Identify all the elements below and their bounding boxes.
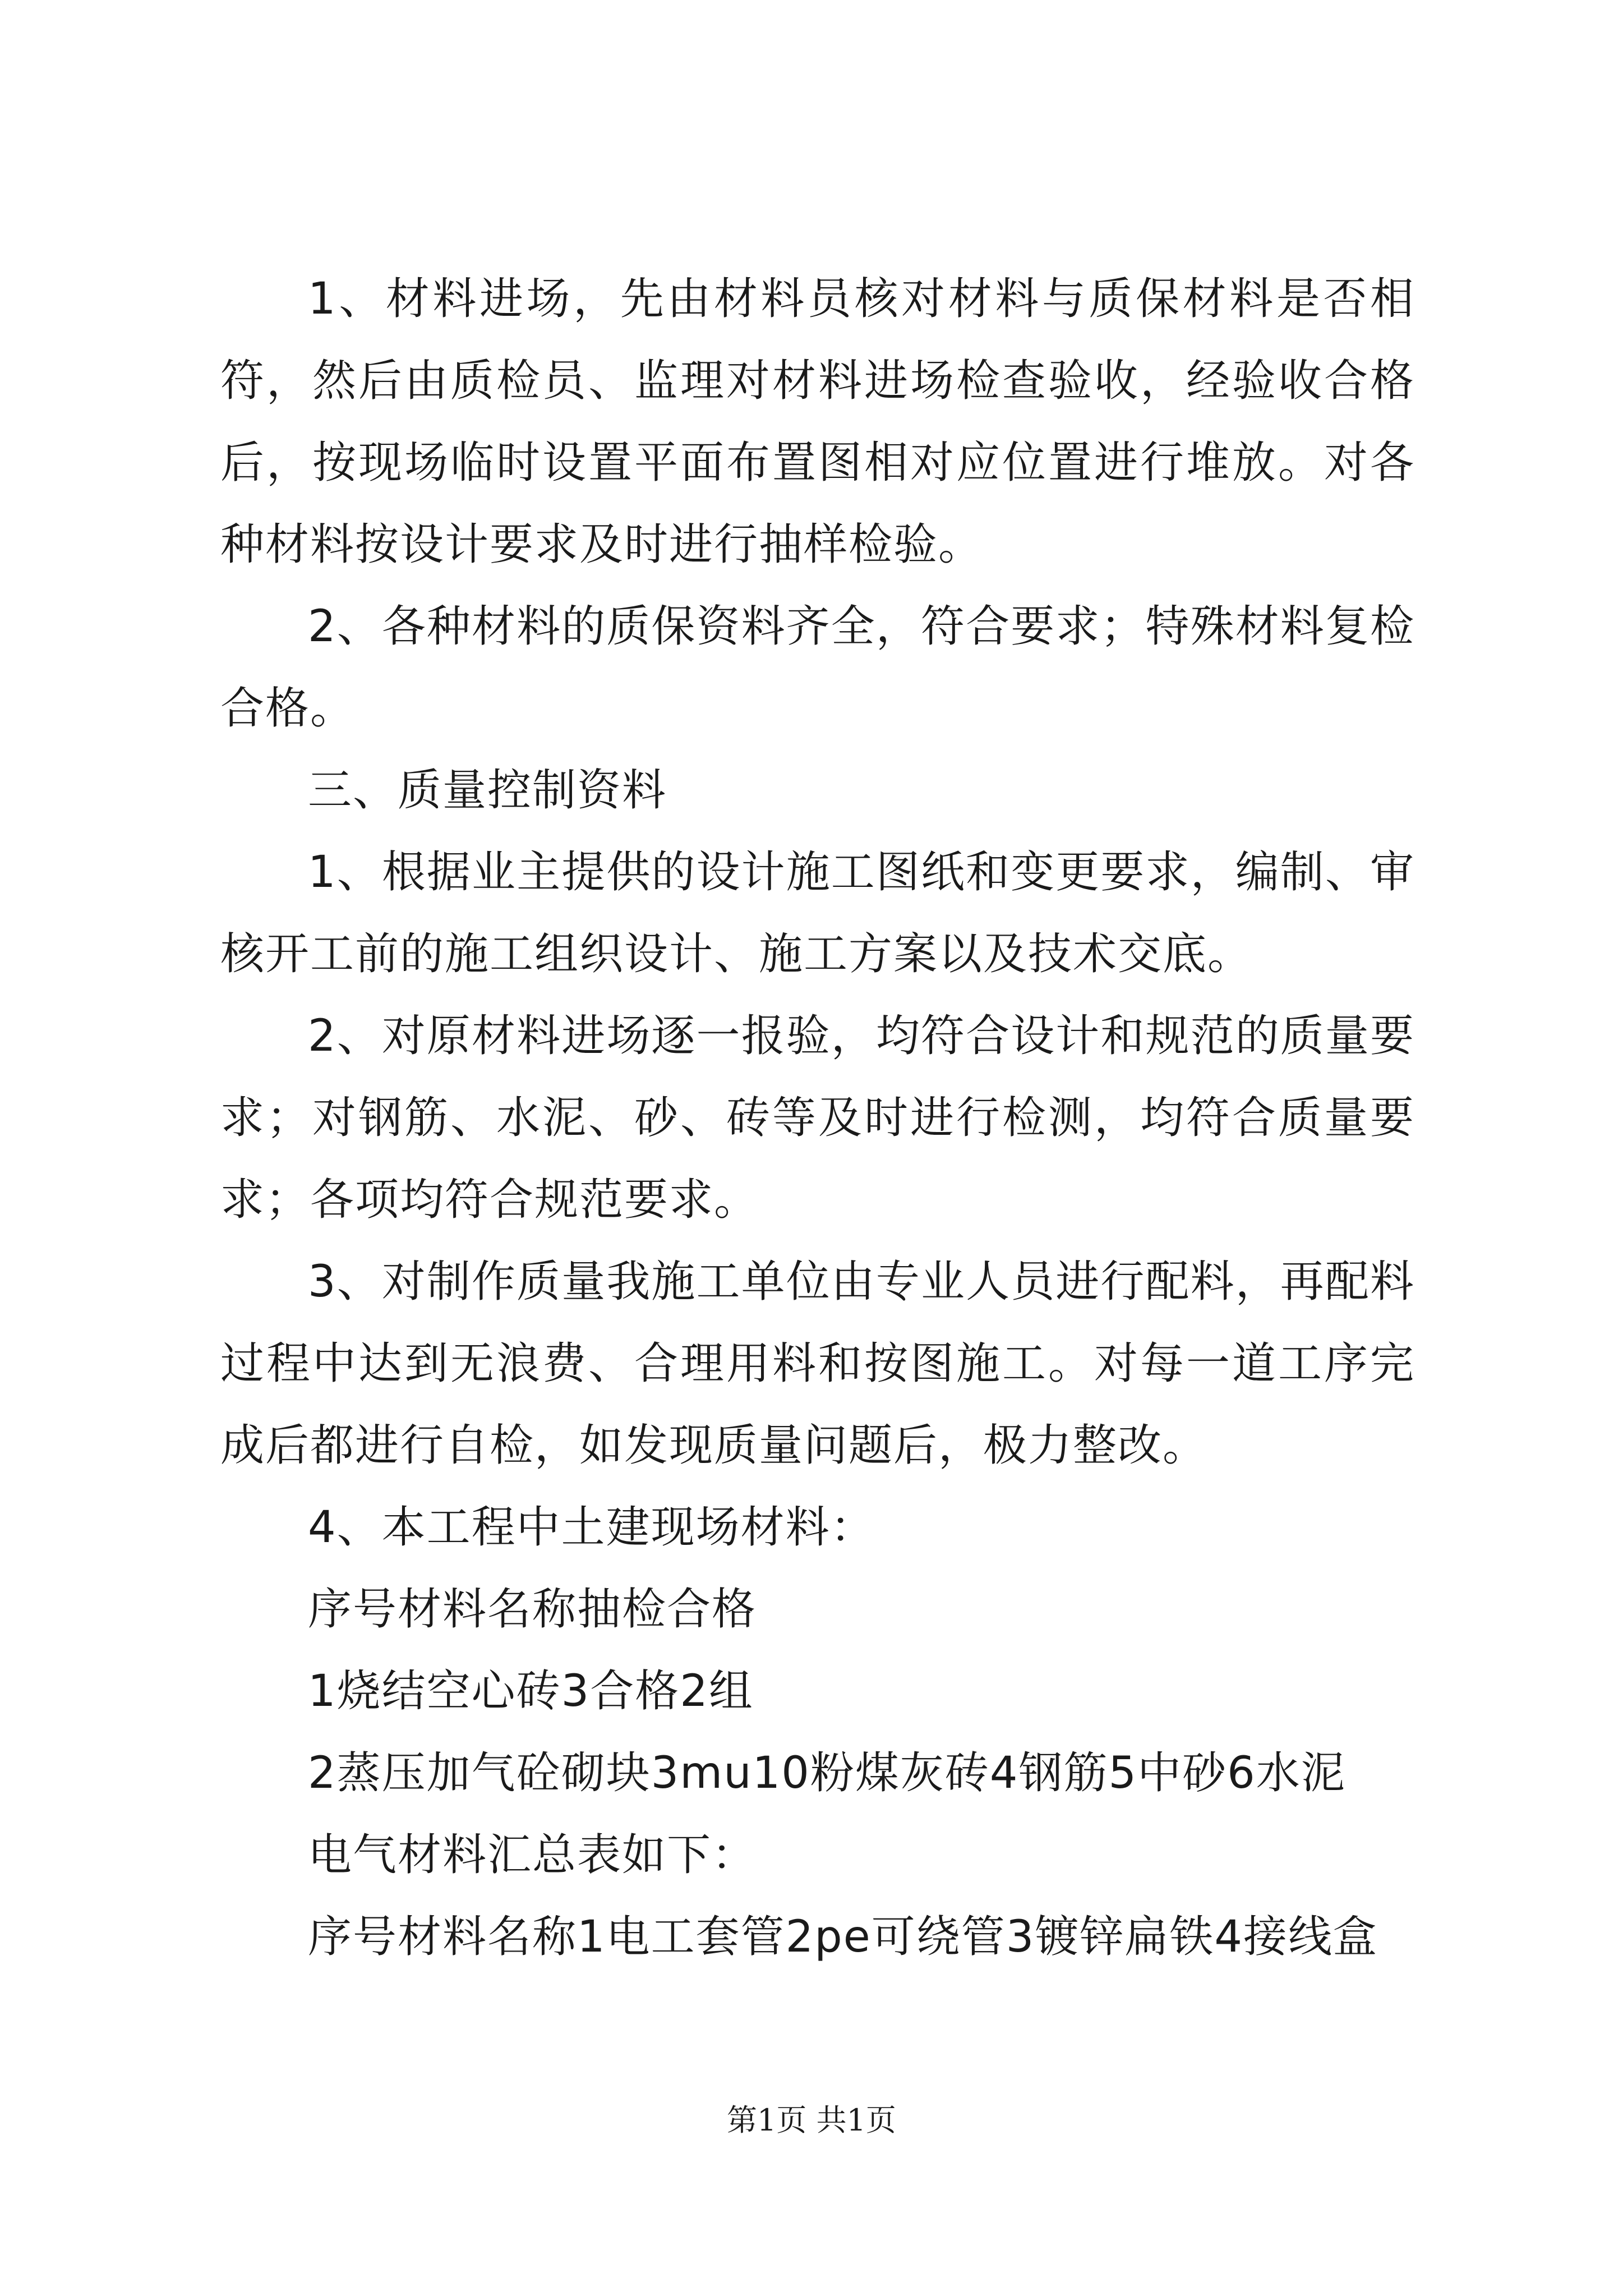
paragraph-site-materials: 4、本工程中土建现场材料： [308,1502,875,1553]
paragraph-raw-material-inspection: 2、对原材料进场逐一报验，均符合设计和规范的质量要求；对钢筋、水泥、砂、砖等及时进行检测，均符合质量要求；各项均符合规范要求。 [220,1011,1415,1225]
paragraph-material-entry: 1、材料进场，先由材料员核对材料与质保材料是否相符，然后由质检员、监理对材料进场检查验收，经验收合格后，按现场临时设置平面布置图相对应位置进行堆放。对各种材料按设计要求及时进行抽样检验。 [220,274,1415,570]
electrical-material-line: 序号材料名称1电工套管2pe可绕管3镀锌扁铁4接线盒 [308,1912,1378,1962]
table-header-line: 序号材料名称抽检合格 [308,1584,757,1635]
document-body [220,258,1415,1978]
material-line-1: 1烧结空心砖3合格2组 [308,1666,754,1717]
paragraph-design-drawings: 1、根据业主提供的设计施工图纸和变更要求，编制、审核开工前的施工组织设计、施工方案以及技术交底。 [220,847,1415,979]
electrical-summary-heading: 电气材料汇总表如下： [308,1830,757,1880]
paragraph-quality-documents: 2、各种材料的质保资料齐全，符合要求；特殊材料复检合格。 [220,601,1415,734]
material-line-2: 2蒸压加气砼砌块3mu10粉煤灰砖4钢筋5中砂6水泥 [308,1748,1346,1798]
section-heading-quality-control: 三、质量控制资料 [308,765,667,816]
page-footer: 第1页 共1页 [727,2102,896,2138]
paragraph-fabrication-quality: 3、对制作质量我施工单位由专业人员进行配料，再配料过程中达到无浪费、合理用料和按图施工。对每一道工序完成后都进行自检，如发现质量问题后，极力整改。 [220,1257,1415,1471]
